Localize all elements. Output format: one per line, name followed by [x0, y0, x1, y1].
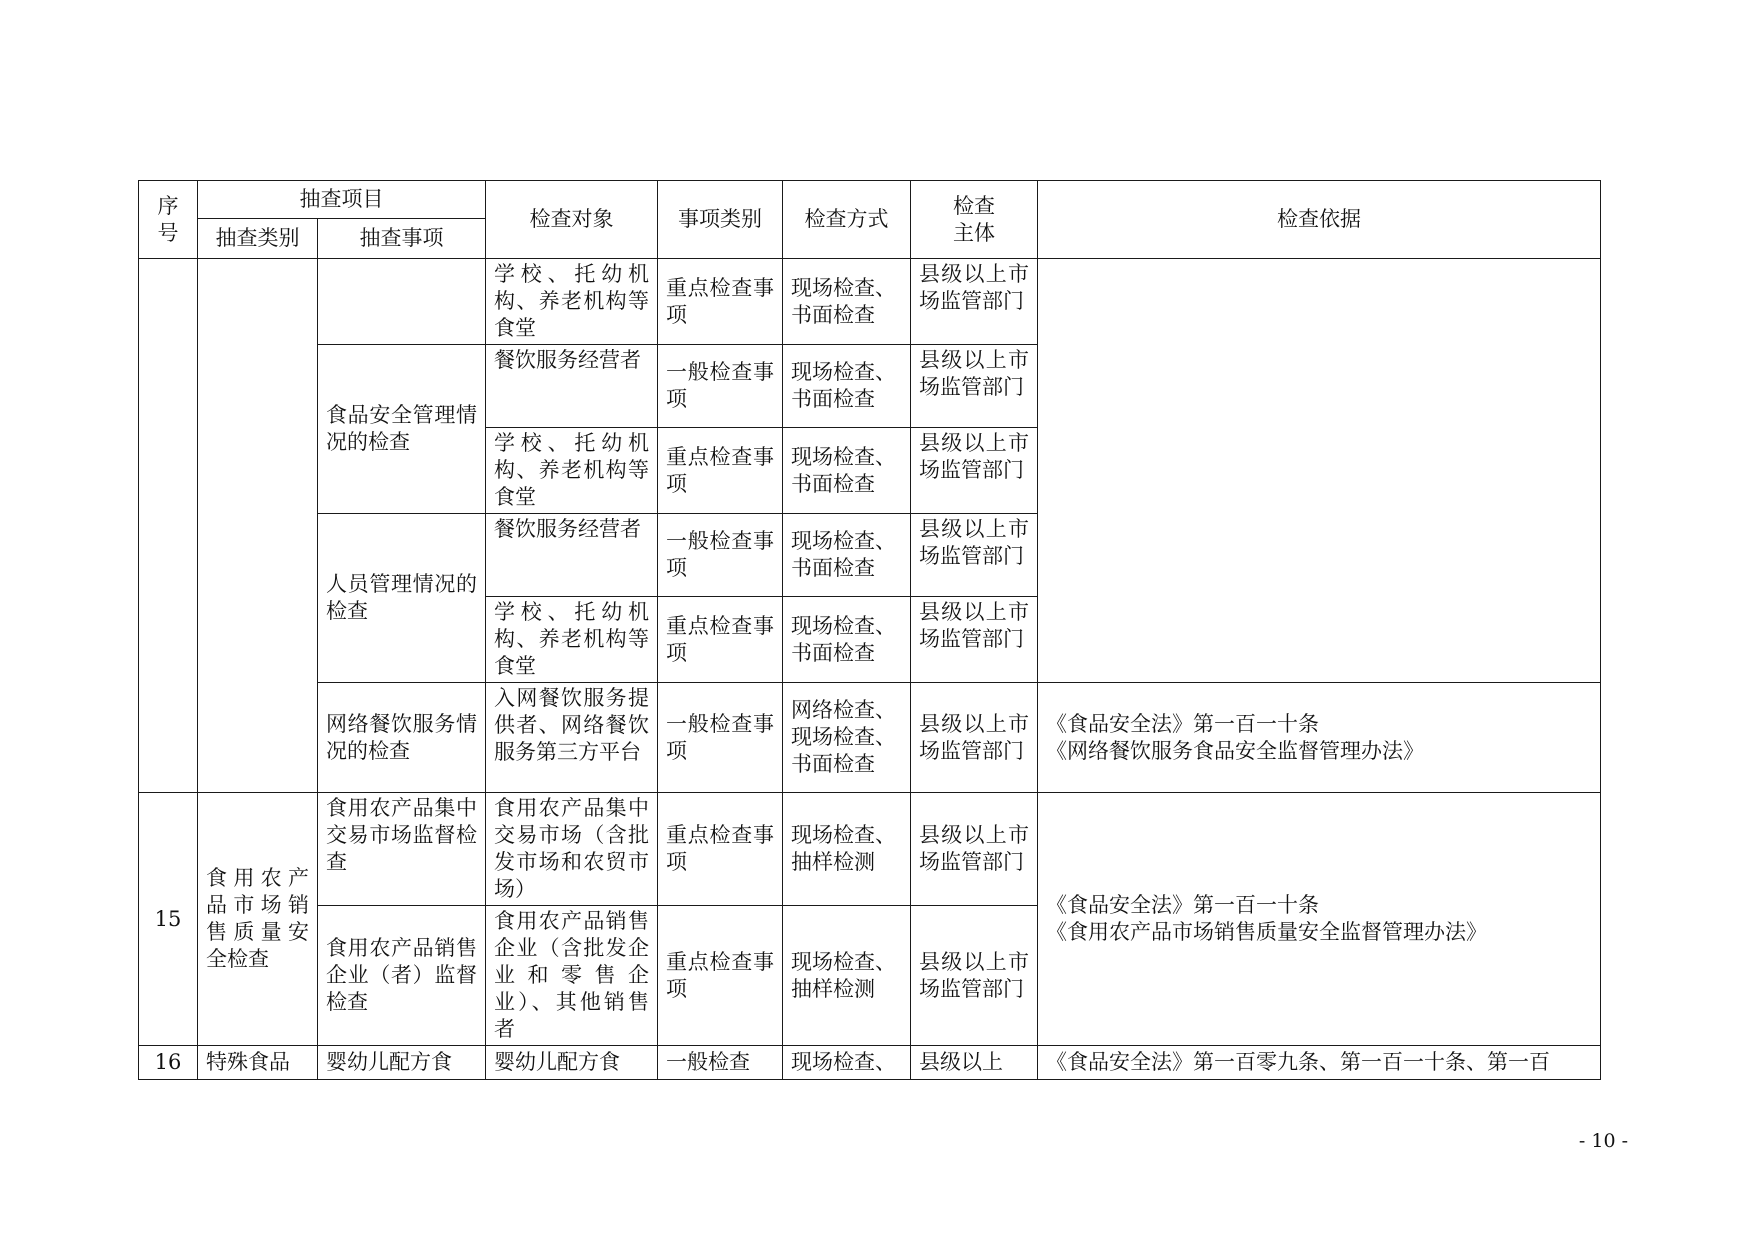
- header-subject: 检查主体: [911, 181, 1038, 259]
- seq-cell: 15: [139, 793, 198, 1046]
- method-cell: 网络检查、现场检查、书面检查: [783, 683, 911, 793]
- type-cell: 重点检查事项: [658, 259, 783, 345]
- method-cell: 现场检查、抽样检测: [783, 906, 911, 1046]
- subject-cell: 县级以上市场监管部门: [911, 683, 1038, 793]
- header-type: 事项类别: [658, 181, 783, 259]
- subject-cell: 县级以上: [911, 1046, 1038, 1080]
- item-cell: 人员管理情况的检查: [318, 514, 486, 683]
- header-target: 检查对象: [486, 181, 658, 259]
- method-cell: 现场检查、书面检查: [783, 345, 911, 428]
- item-cell: 网络餐饮服务情况的检查: [318, 683, 486, 793]
- category-cell: 特殊食品: [198, 1046, 318, 1080]
- target-cell: 学校、托幼机构、养老机构等食堂: [486, 597, 658, 683]
- target-cell: 餐饮服务经营者: [486, 514, 658, 597]
- basis-line: 《食品安全法》第一百一十条: [1046, 711, 1319, 736]
- inspection-table: [138, 180, 1601, 1080]
- target-cell: 入网餐饮服务提供者、网络餐饮服务第三方平台: [486, 683, 658, 793]
- method-cell: 现场检查、书面检查: [783, 597, 911, 683]
- subject-cell: 县级以上市场监管部门: [911, 345, 1038, 428]
- method-cell: 现场检查、书面检查: [783, 514, 911, 597]
- method-cell: 现场检查、书面检查: [783, 259, 911, 345]
- type-cell: 一般检查事项: [658, 345, 783, 428]
- category-cell: [198, 259, 318, 793]
- basis-cell: [1038, 793, 1601, 1046]
- table-row: [139, 1046, 1601, 1080]
- subject-cell: 县级以上市场监管部门: [911, 906, 1038, 1046]
- method-cell: 现场检查、抽样检测: [783, 793, 911, 906]
- header-item: 抽查事项: [318, 219, 486, 259]
- item-cell: 食用农产品集中交易市场监督检查: [318, 793, 486, 906]
- page-number: - 10 -: [1578, 1130, 1628, 1152]
- header-group: 抽查项目: [198, 181, 486, 219]
- type-cell: 一般检查事项: [658, 514, 783, 597]
- target-cell: 餐饮服务经营者: [486, 345, 658, 428]
- table-row: [139, 793, 1601, 906]
- type-cell: 一般检查: [658, 1046, 783, 1080]
- basis-line: 《食品安全法》第一百一十条: [1046, 893, 1319, 917]
- basis-cell: [1038, 683, 1601, 793]
- subject-cell: 县级以上市场监管部门: [911, 428, 1038, 514]
- target-cell: 学校、托幼机构、养老机构等食堂: [486, 259, 658, 345]
- type-cell: 一般检查事项: [658, 683, 783, 793]
- type-cell: 重点检查事项: [658, 906, 783, 1046]
- header-method: 检查方式: [783, 181, 911, 259]
- header-row-1: [139, 181, 1601, 219]
- basis-line: 《食用农产品市场销售质量安全监督管理办法》: [1046, 920, 1487, 944]
- type-cell: 重点检查事项: [658, 597, 783, 683]
- subject-cell: 县级以上市场监管部门: [911, 793, 1038, 906]
- type-cell: 重点检查事项: [658, 428, 783, 514]
- item-cell: [318, 259, 486, 345]
- target-cell: 学校、托幼机构、养老机构等食堂: [486, 428, 658, 514]
- target-cell: 食用农产品集中交易市场（含批发市场和农贸市场）: [486, 793, 658, 906]
- table-row: [139, 683, 1601, 793]
- basis-cell: 《食品安全法》第一百零九条、第一百一十条、第一百: [1038, 1046, 1601, 1080]
- seq-cell: [139, 259, 198, 793]
- category-cell: 食用农产品市场销售质量安全检查: [198, 793, 318, 1046]
- subject-cell: 县级以上市场监管部门: [911, 259, 1038, 345]
- target-cell: 食用农产品销售企业（含批发企业和零售企业）、其他销售者: [486, 906, 658, 1046]
- subject-cell: 县级以上市场监管部门: [911, 514, 1038, 597]
- type-cell: 重点检查事项: [658, 793, 783, 906]
- method-cell: 现场检查、书面检查: [783, 428, 911, 514]
- table-row: [139, 259, 1601, 345]
- item-cell: 食品安全管理情况的检查: [318, 345, 486, 514]
- item-cell: 食用农产品销售企业（者）监督检查: [318, 906, 486, 1046]
- header-basis: 检查依据: [1038, 181, 1601, 259]
- item-cell: 婴幼儿配方食: [318, 1046, 486, 1080]
- basis-cell: [1038, 259, 1601, 683]
- seq-cell: 16: [139, 1046, 198, 1080]
- header-seq: 序号: [139, 181, 198, 259]
- target-cell: 婴幼儿配方食: [486, 1046, 658, 1080]
- subject-cell: 县级以上市场监管部门: [911, 597, 1038, 683]
- header-category: 抽查类别: [198, 219, 318, 259]
- basis-line: 《网络餐饮服务食品安全监督管理办法》: [1046, 738, 1424, 763]
- method-cell: 现场检查、: [783, 1046, 911, 1080]
